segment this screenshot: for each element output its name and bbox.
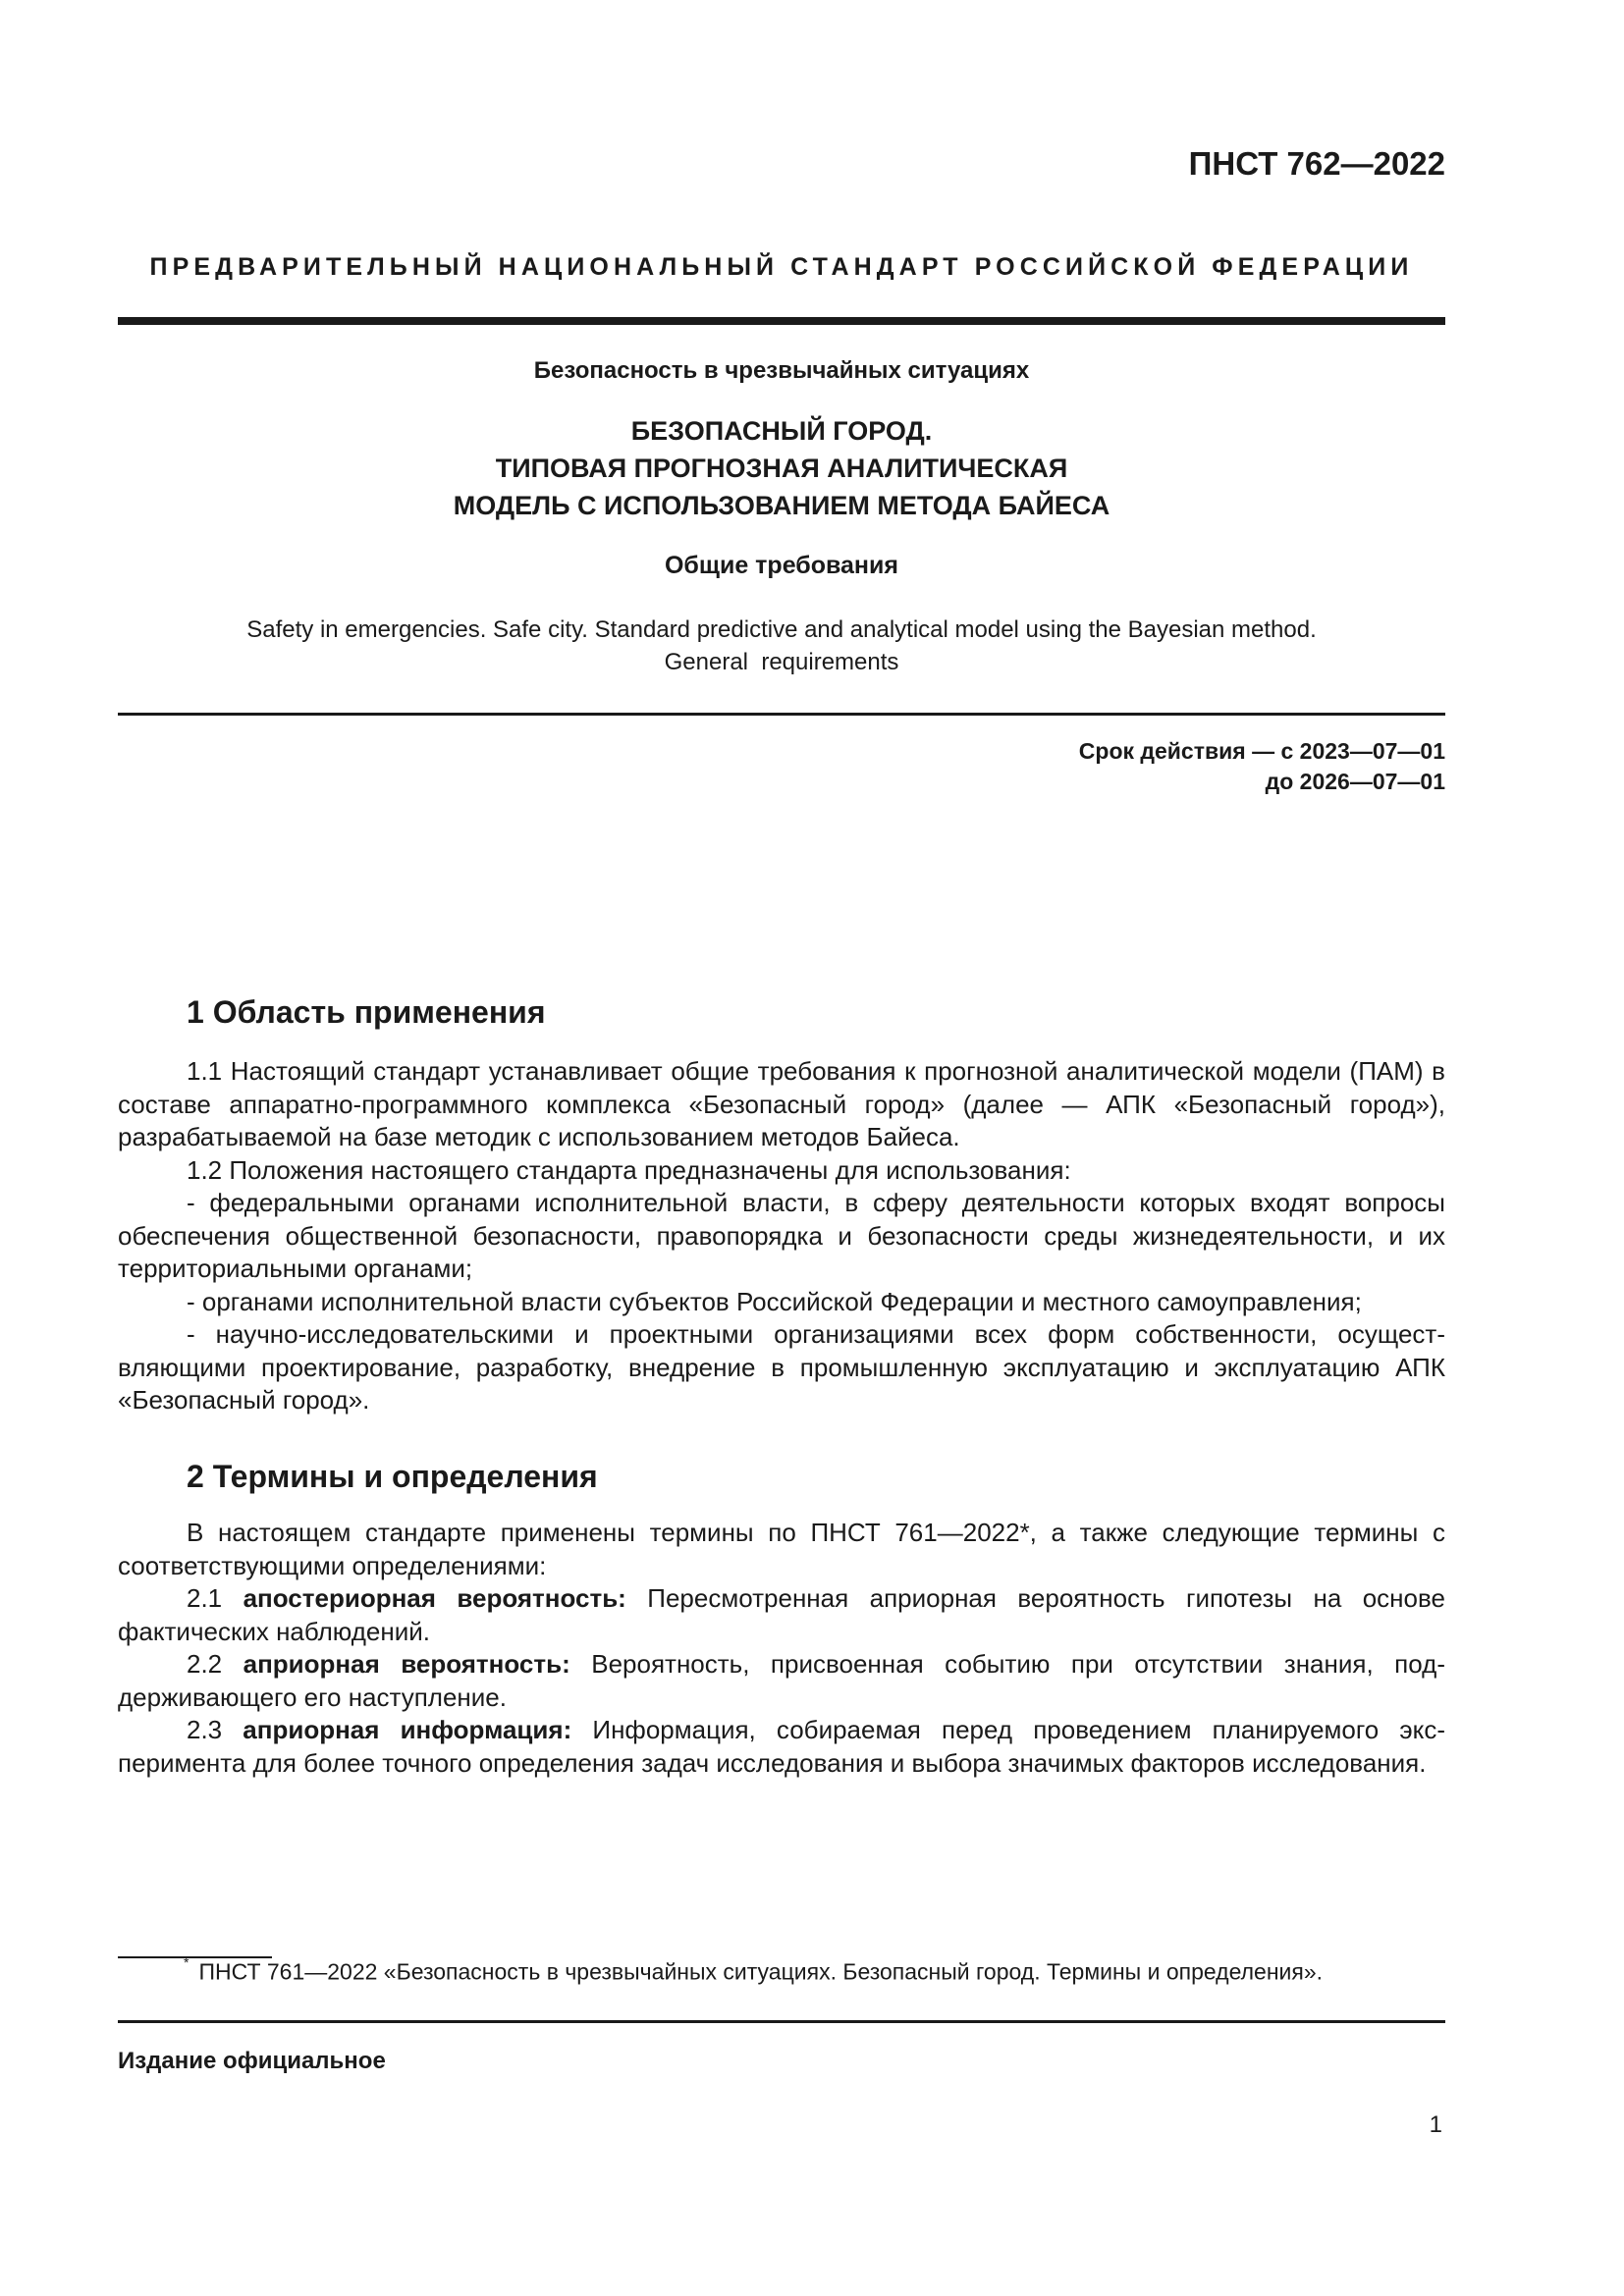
validity-from: Срок действия — с 2023—07—01 <box>1078 738 1445 764</box>
term-name: априорная информация: <box>243 1715 572 1744</box>
english-title-line-1: Safety in emergencies. Safe city. Standard predictive and analytical model using the Bayesian method. <box>246 616 1317 643</box>
english-title-line-2: General requirements <box>664 649 899 675</box>
term-number: 2.2 <box>187 1649 223 1679</box>
paragraph: В настоящем стандарте применены термины по ПНСТ 761—2022*, а также следующие термины с соответствующими определениями: <box>118 1518 1445 1580</box>
term-entry <box>118 1648 1445 1714</box>
main-title <box>118 412 1445 524</box>
main-title-line-1: БЕЗОПАСНЫЙ ГОРОД. <box>630 416 933 446</box>
english-title <box>118 614 1445 678</box>
title-topic: Безопасность в чрезвычайных ситуациях <box>533 357 1030 384</box>
list-item: - органами исполнительной власти субъектов Российской Федерации и местного самоуправления; <box>187 1286 1362 1316</box>
paragraph: 1.1 Настоящий стандарт устанавливает общие требования к прогнозной аналитической модели (ПАМ) в составе аппаратно-программного комплекса «Безопасный город» (далее — АПК «Безопасный город»), разрабатываемой на базе методик с использованием методов Байеса. <box>118 1056 1445 1151</box>
term-definition: Вероятность, присвоенная событию при отсутствии знания, поддерживающего его наступление. <box>118 1649 1445 1712</box>
term-definition: Пересмотренная априорная вероятность гипотезы на основе фактических наблюдений. <box>118 1583 1445 1646</box>
term-definition: Информация, собираемая перед проведением планируемого эксперимента для более точного определения задач исследования и выбора значимых факторов исследования. <box>118 1715 1445 1778</box>
title-subtitle: Общие требования <box>664 552 898 579</box>
document-number: ПНСТ 762—2022 <box>1188 145 1445 182</box>
footnote <box>184 1954 1324 1986</box>
section-1-body <box>118 1055 1445 1417</box>
standard-type: ПРЕДВАРИТЕЛЬНЫЙ НАЦИОНАЛЬНЫЙ СТАНДАРТ РОССИЙСКОЙ ФЕДЕРАЦИИ <box>149 253 1414 281</box>
term-name: априорная вероятность: <box>243 1649 570 1679</box>
page-number: 1 <box>1429 2111 1442 2138</box>
validity-period <box>1079 736 1445 797</box>
footnote-mark: * <box>184 1954 189 1970</box>
list-item: - федеральными органами исполнительной власти, в сферу деятельности которых входят вопросы обеспечения общественной безопасности, правопорядка и безопасности среды жизнедеятельности, и их территориальными органами; <box>118 1188 1445 1283</box>
header-thick-rule <box>118 317 1445 325</box>
list-item: - научно-исследовательскими и проектными организациями всех форм собственности, осуществляющими проектирование, разработку, внедрение в промышленную эксплуатацию и эксплуатацию АПК «Безопасный город». <box>118 1319 1445 1415</box>
official-edition-label: Издание официальное <box>118 2048 386 2074</box>
term-number: 2.1 <box>187 1583 223 1613</box>
main-title-line-3: МОДЕЛЬ С ИСПОЛЬЗОВАНИЕМ МЕТОДА БАЙЕСА <box>453 491 1110 520</box>
term-entry <box>118 1582 1445 1648</box>
section-2-body <box>118 1517 1445 1780</box>
term-number: 2.3 <box>187 1715 223 1744</box>
section-1-heading: 1 Область применения <box>187 994 546 1030</box>
title-bottom-rule <box>118 713 1445 716</box>
main-title-line-2: ТИПОВАЯ ПРОГНОЗНАЯ АНАЛИТИЧЕСКАЯ <box>495 454 1068 483</box>
footer-rule <box>118 2020 1445 2023</box>
paragraph: 1.2 Положения настоящего стандарта предназначены для использования: <box>187 1154 1071 1185</box>
term-entry <box>118 1714 1445 1780</box>
section-2-heading: 2 Термины и определения <box>187 1459 598 1494</box>
footnote-text: ПНСТ 761—2022 «Безопасность в чрезвычайных ситуациях. Безопасный город. Термины и определения». <box>198 1958 1324 1985</box>
validity-to: до 2026—07—01 <box>1265 769 1445 794</box>
term-name: апостериорная вероятность: <box>243 1583 626 1613</box>
